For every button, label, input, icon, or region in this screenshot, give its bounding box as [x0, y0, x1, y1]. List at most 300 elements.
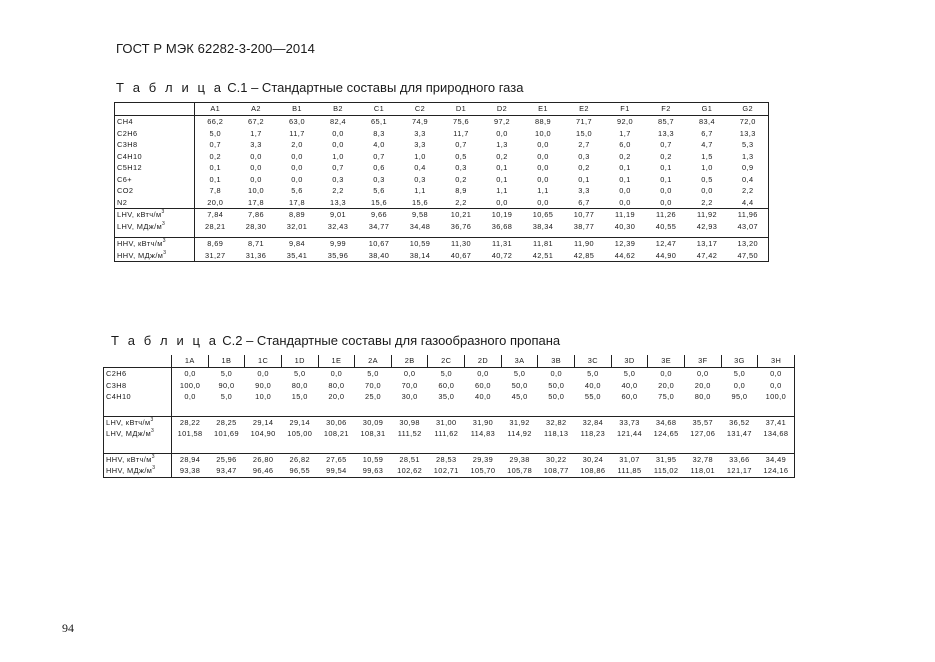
value-cell: 108,21 [323, 429, 349, 438]
hhv-row [115, 238, 769, 250]
value-cell: 10,0 [255, 392, 272, 401]
value-cell: 8,71 [236, 238, 277, 250]
value-cell: 32,82 [538, 416, 575, 428]
value-cell: 28,51 [391, 453, 428, 465]
value-cell: 40,30 [614, 221, 636, 231]
row-label [115, 174, 195, 186]
column-header-2a: 2A [355, 355, 392, 368]
value-cell: 1,0 [701, 163, 713, 172]
value-cell: 31,92 [501, 416, 538, 428]
value-cell: 101,69 [213, 429, 239, 438]
unit-superscript: 3 [151, 453, 155, 460]
value-cell: 7,8 [209, 186, 221, 195]
value-cell: 35,57 [684, 416, 721, 428]
value-cell: 47,50 [737, 250, 758, 260]
composition-row [115, 116, 769, 128]
value-cell: 10,65 [523, 209, 564, 221]
value-cell: 32,43 [327, 221, 349, 231]
value-cell: 118,23 [580, 429, 606, 438]
value-cell: 31,95 [648, 453, 685, 465]
value-cell: 0,0 [697, 369, 709, 378]
spacer-cell [172, 403, 795, 417]
column-header-d1: D1 [441, 103, 482, 116]
value-cell: 31,90 [465, 416, 502, 428]
value-cell: 8,89 [277, 209, 318, 221]
composition-row [104, 391, 795, 403]
value-cell: 5,3 [742, 140, 754, 149]
value-cell: 1,3 [742, 151, 754, 161]
header-corner-cell [104, 355, 172, 368]
value-cell: 17,8 [289, 197, 305, 207]
value-cell: 6,7 [578, 197, 590, 207]
value-cell: 28,94 [172, 453, 209, 465]
value-cell: 34,49 [758, 453, 795, 465]
value-cell: 26,82 [281, 453, 318, 465]
column-header-g2: G2 [728, 103, 769, 116]
value-cell: 100,0 [765, 392, 787, 401]
page-number: 94 [62, 621, 74, 635]
value-cell: 15,6 [412, 197, 428, 207]
composition-row [115, 174, 769, 186]
row-label-text: C5H12 [117, 163, 143, 172]
row-label-text: HHV, МДж/м [117, 250, 164, 260]
value-cell: 32,78 [684, 453, 721, 465]
value-cell: 0,2 [578, 163, 590, 172]
value-cell: 1,0 [332, 151, 344, 161]
hhv-row [104, 453, 795, 465]
value-cell: 0,7 [660, 140, 672, 149]
value-cell: 10,0 [535, 128, 551, 138]
value-cell: 31,00 [428, 416, 465, 428]
value-cell: 36,68 [491, 221, 513, 231]
value-cell: 114,92 [507, 429, 532, 438]
row-label [115, 250, 195, 262]
value-cell: 5,0 [587, 369, 599, 378]
spacer-cell [172, 440, 795, 454]
value-cell: 40,0 [474, 392, 491, 401]
value-cell: 29,38 [501, 453, 538, 465]
value-cell: 43,07 [737, 221, 758, 231]
value-cell: 0,0 [537, 140, 549, 149]
value-cell: 5,0 [733, 369, 746, 378]
value-cell: 31,07 [611, 453, 648, 465]
value-cell: 5,0 [209, 128, 221, 138]
row-label [115, 139, 195, 151]
column-header-a2: A2 [236, 103, 277, 116]
value-cell: 31,27 [205, 250, 226, 260]
value-cell: 3,3 [250, 140, 262, 149]
value-cell: 0,1 [209, 174, 221, 184]
value-cell: 0,0 [250, 151, 262, 161]
value-cell: 15,0 [291, 392, 308, 401]
value-cell: 0,0 [332, 128, 344, 138]
column-header-row [115, 103, 769, 116]
value-cell: 95,0 [731, 392, 748, 401]
value-cell: 104,90 [250, 429, 276, 438]
value-cell: 83,4 [699, 117, 715, 126]
row-label [115, 116, 195, 128]
value-cell: 15,0 [576, 128, 592, 138]
value-cell: 85,7 [658, 117, 674, 126]
value-cell: 32,01 [286, 221, 308, 231]
value-cell: 0,0 [537, 174, 549, 184]
value-cell: 67,2 [248, 117, 264, 126]
value-cell: 0,1 [496, 163, 508, 172]
value-cell: 0,1 [578, 174, 590, 184]
value-cell: 11,7 [453, 128, 469, 138]
hhv-row [104, 465, 795, 477]
value-cell: 93,47 [216, 466, 237, 475]
spacer-cell [104, 403, 172, 417]
header-corner-cell [115, 103, 195, 116]
value-cell: 15,6 [371, 197, 387, 207]
value-cell: 33,73 [611, 416, 648, 428]
value-cell: 10,19 [482, 209, 523, 221]
row-label-text: LHV, МДж/м [106, 429, 152, 438]
spacer-row [104, 403, 795, 417]
value-cell: 0,3 [414, 174, 426, 184]
value-cell: 0,0 [250, 174, 262, 184]
value-cell: 70,0 [401, 380, 418, 390]
value-cell: 131,47 [726, 429, 752, 438]
value-cell: 10,0 [248, 186, 264, 195]
value-cell: 10,77 [564, 209, 605, 221]
value-cell: 0,0 [250, 163, 262, 172]
value-cell: 0,0 [660, 197, 672, 207]
value-cell: 0,0 [291, 163, 303, 172]
value-cell: 70,0 [365, 380, 382, 390]
column-header-f1: F1 [605, 103, 646, 116]
value-cell: 90,0 [218, 380, 235, 390]
value-cell: 34,68 [648, 416, 685, 428]
table1-caption-text: С.1 – Стандартные составы для природного газа [227, 80, 524, 95]
value-cell: 82,4 [330, 117, 346, 126]
row-label-text: LHV, кВтч/м [106, 417, 151, 427]
row-label-text: C3H8 [117, 140, 138, 149]
value-cell: 0,3 [332, 174, 344, 184]
value-cell: 44,62 [614, 250, 636, 260]
value-cell: 36,76 [450, 221, 472, 231]
table1-caption [116, 80, 523, 95]
value-cell: 0,1 [619, 174, 631, 184]
value-cell: 42,85 [573, 250, 595, 260]
value-cell: 10,67 [359, 238, 400, 250]
value-cell: 11,81 [523, 238, 564, 250]
value-cell: 2,2 [455, 197, 467, 207]
value-cell: 13,17 [687, 238, 728, 250]
value-cell: 108,31 [360, 429, 386, 438]
value-cell: 5,0 [513, 369, 526, 378]
column-header-c2: C2 [400, 103, 441, 116]
value-cell: 0,0 [537, 197, 549, 207]
table2-caption-text: С.2 – Стандартные составы для газообразного пропана [222, 333, 561, 348]
value-cell: 74,9 [412, 117, 428, 126]
value-cell: 31,36 [245, 250, 267, 260]
unit-superscript: 3 [150, 416, 154, 423]
value-cell: 0,0 [184, 369, 196, 378]
value-cell: 60,0 [474, 380, 491, 390]
value-cell: 11,30 [441, 238, 482, 250]
row-label-text: C2H6 [106, 369, 127, 378]
value-cell: 4,7 [701, 140, 713, 149]
value-cell: 11,7 [289, 128, 305, 138]
value-cell: 5,6 [373, 186, 385, 195]
value-cell: 30,98 [391, 416, 428, 428]
value-cell: 0,0 [330, 369, 343, 378]
value-cell: 6,0 [619, 140, 631, 149]
value-cell: 0,7 [455, 140, 467, 149]
value-cell: 3,3 [414, 128, 426, 138]
value-cell: 20,0 [207, 197, 224, 207]
value-cell: 96,46 [252, 466, 274, 475]
value-cell: 75,6 [453, 117, 469, 126]
row-label-text: CH4 [117, 117, 133, 126]
value-cell: 111,62 [434, 429, 459, 438]
column-header-3f: 3F [684, 355, 721, 368]
value-cell: 60,0 [621, 392, 638, 401]
value-cell: 118,01 [690, 466, 716, 475]
value-cell: 10,59 [400, 238, 441, 250]
row-label [104, 453, 172, 465]
row-label [115, 209, 195, 221]
value-cell: 5,0 [367, 369, 379, 378]
value-cell: 0,2 [209, 151, 221, 161]
row-label [104, 416, 172, 428]
value-cell: 0,0 [660, 186, 672, 195]
hhv-row [115, 250, 769, 262]
unit-superscript: 3 [152, 465, 156, 471]
value-cell: 5,0 [440, 369, 453, 378]
value-cell: 40,72 [491, 250, 513, 260]
value-cell: 5,6 [291, 186, 303, 195]
value-cell: 105,78 [507, 466, 533, 475]
value-cell: 3,3 [578, 186, 590, 195]
value-cell: 1,7 [250, 128, 262, 138]
value-cell: 124,65 [653, 429, 679, 438]
value-cell: 12,47 [646, 238, 687, 250]
column-header-1e: 1E [318, 355, 355, 368]
value-cell: 1,0 [414, 151, 426, 161]
value-cell: 44,90 [655, 250, 677, 260]
unit-superscript: 3 [163, 249, 167, 256]
value-cell: 0,5 [455, 151, 467, 161]
value-cell: 1,1 [414, 186, 426, 195]
composition-row [115, 185, 769, 197]
table2-caption-lead: Т а б л и ц а [111, 333, 219, 348]
value-cell: 1,5 [701, 151, 713, 161]
value-cell: 55,0 [584, 392, 601, 401]
value-cell: 12,39 [605, 238, 646, 250]
value-cell: 13,3 [739, 128, 756, 138]
value-cell: 10,21 [441, 209, 482, 221]
value-cell: 28,53 [428, 453, 465, 465]
value-cell: 30,06 [318, 416, 355, 428]
value-cell: 0,0 [496, 128, 508, 138]
composition-row [104, 368, 795, 380]
value-cell: 40,67 [450, 250, 472, 260]
value-cell: 118,13 [543, 429, 569, 438]
value-cell: 88,9 [535, 117, 551, 126]
value-cell: 5,0 [220, 369, 233, 378]
column-header-b1: B1 [277, 103, 318, 116]
value-cell: 30,24 [575, 453, 612, 465]
value-cell: 111,85 [617, 466, 642, 475]
column-header-1b: 1B [208, 355, 245, 368]
value-cell: 11,31 [482, 238, 523, 250]
value-cell: 0,0 [660, 369, 672, 378]
value-cell: 0,6 [373, 163, 385, 172]
row-label-text: HHV, МДж/м [106, 466, 153, 475]
value-cell: 108,77 [543, 466, 569, 475]
value-cell: 0,0 [477, 369, 489, 378]
column-header-2d: 2D [465, 355, 502, 368]
value-cell: 0,5 [701, 174, 713, 184]
value-cell: 10,59 [355, 453, 392, 465]
value-cell: 124,16 [763, 466, 789, 475]
value-cell: 0,2 [660, 151, 672, 161]
value-cell: 20,0 [328, 392, 345, 401]
value-cell: 11,19 [605, 209, 646, 221]
value-cell: 2,2 [701, 197, 713, 207]
value-cell: 1,3 [496, 140, 508, 149]
value-cell: 0,0 [291, 151, 303, 161]
value-cell: 2,2 [332, 186, 344, 195]
row-label-text: C2H6 [117, 128, 138, 138]
value-cell: 36,52 [721, 416, 758, 428]
value-cell: 40,55 [655, 221, 677, 231]
value-cell: 2,2 [742, 186, 754, 195]
row-label [115, 185, 195, 197]
unit-superscript: 3 [161, 209, 165, 215]
propane-composition-table [103, 355, 795, 478]
lhv-row [115, 209, 769, 221]
column-header-d2: D2 [482, 103, 523, 116]
value-cell: 0,0 [770, 380, 782, 390]
lhv-row [104, 428, 795, 440]
value-cell: 5,0 [623, 369, 636, 378]
value-cell: 47,42 [696, 250, 718, 260]
value-cell: 0,4 [414, 163, 426, 172]
value-cell: 0,7 [332, 163, 344, 172]
value-cell: 0,0 [770, 369, 782, 378]
value-cell: 100,0 [179, 380, 201, 390]
row-label-text: HHV, кВтч/м [106, 454, 152, 464]
value-cell: 121,17 [726, 466, 752, 475]
column-header-g1: G1 [687, 103, 728, 116]
value-cell: 2,7 [578, 140, 590, 149]
value-cell: 29,14 [245, 416, 282, 428]
value-cell: 34,77 [368, 221, 390, 231]
value-cell: 0,4 [742, 174, 754, 184]
column-header-e2: E2 [564, 103, 605, 116]
value-cell: 13,20 [728, 238, 769, 250]
row-label-text: N2 [117, 197, 128, 207]
value-cell: 80,0 [328, 380, 345, 390]
value-cell: 63,0 [289, 117, 305, 126]
value-cell: 25,0 [365, 392, 382, 401]
lhv-row [104, 416, 795, 428]
value-cell: 0,7 [209, 140, 221, 149]
row-label-text: C4H10 [117, 151, 143, 161]
value-cell: 1,1 [537, 186, 549, 195]
value-cell: 9,58 [400, 209, 441, 221]
value-cell: 108,86 [580, 466, 606, 475]
value-cell: 8,69 [195, 238, 236, 250]
value-cell: 11,92 [687, 209, 728, 221]
value-cell: 28,30 [245, 221, 267, 231]
document-header: ГОСТ Р МЭК 62282-3-200—2014 [116, 41, 315, 56]
table2-caption [111, 333, 560, 348]
value-cell: 30,0 [401, 392, 418, 401]
value-cell: 0,0 [332, 140, 344, 149]
value-cell: 80,0 [694, 392, 711, 401]
column-header-3e: 3E [648, 355, 685, 368]
column-header-3g: 3G [721, 355, 758, 368]
spacer-row [104, 440, 795, 454]
column-header-3h: 3H [758, 355, 795, 368]
value-cell: 134,68 [763, 429, 789, 438]
composition-row [115, 128, 769, 140]
value-cell: 72,0 [739, 117, 756, 126]
value-cell: 9,99 [318, 238, 359, 250]
row-label [115, 128, 195, 140]
value-cell: 0,0 [257, 369, 269, 378]
value-cell: 5,0 [220, 392, 233, 401]
value-cell: 38,14 [409, 250, 431, 260]
column-header-f2: F2 [646, 103, 687, 116]
column-header-3a: 3A [501, 355, 538, 368]
row-label [115, 221, 195, 233]
column-header-e1: E1 [523, 103, 564, 116]
value-cell: 0,0 [619, 186, 631, 195]
value-cell: 5,0 [294, 369, 306, 378]
value-cell: 38,40 [368, 250, 390, 260]
value-cell: 9,01 [318, 209, 359, 221]
value-cell: 0,3 [373, 174, 385, 184]
row-label-text: LHV, МДж/м [117, 221, 163, 231]
composition-row [115, 151, 769, 163]
unit-superscript: 3 [162, 220, 166, 227]
value-cell: 11,96 [728, 209, 769, 221]
composition-row [115, 139, 769, 151]
row-label-text: C6+ [117, 174, 132, 184]
value-cell: 45,0 [511, 392, 528, 401]
composition-row [115, 162, 769, 174]
value-cell: 42,51 [532, 250, 554, 260]
row-label [104, 380, 172, 392]
value-cell: 1,7 [619, 128, 631, 138]
row-label [104, 368, 172, 380]
value-cell: 7,86 [236, 209, 277, 221]
lhv-row [115, 221, 769, 233]
value-cell: 34,48 [409, 221, 431, 231]
value-cell: 11,26 [646, 209, 687, 221]
value-cell: 38,77 [573, 221, 595, 231]
value-cell: 40,0 [621, 380, 638, 390]
value-cell: 0,0 [291, 174, 303, 184]
value-cell: 0,1 [619, 163, 631, 172]
value-cell: 0,0 [550, 369, 562, 378]
value-cell: 35,0 [438, 392, 455, 401]
column-header-row [104, 355, 795, 368]
value-cell: 0,3 [578, 151, 590, 161]
column-header-a1: A1 [195, 103, 236, 116]
value-cell: 9,66 [359, 209, 400, 221]
value-cell: 0,2 [496, 151, 508, 161]
value-cell: 101,58 [177, 429, 203, 438]
row-label [104, 465, 172, 477]
composition-row [115, 197, 769, 209]
